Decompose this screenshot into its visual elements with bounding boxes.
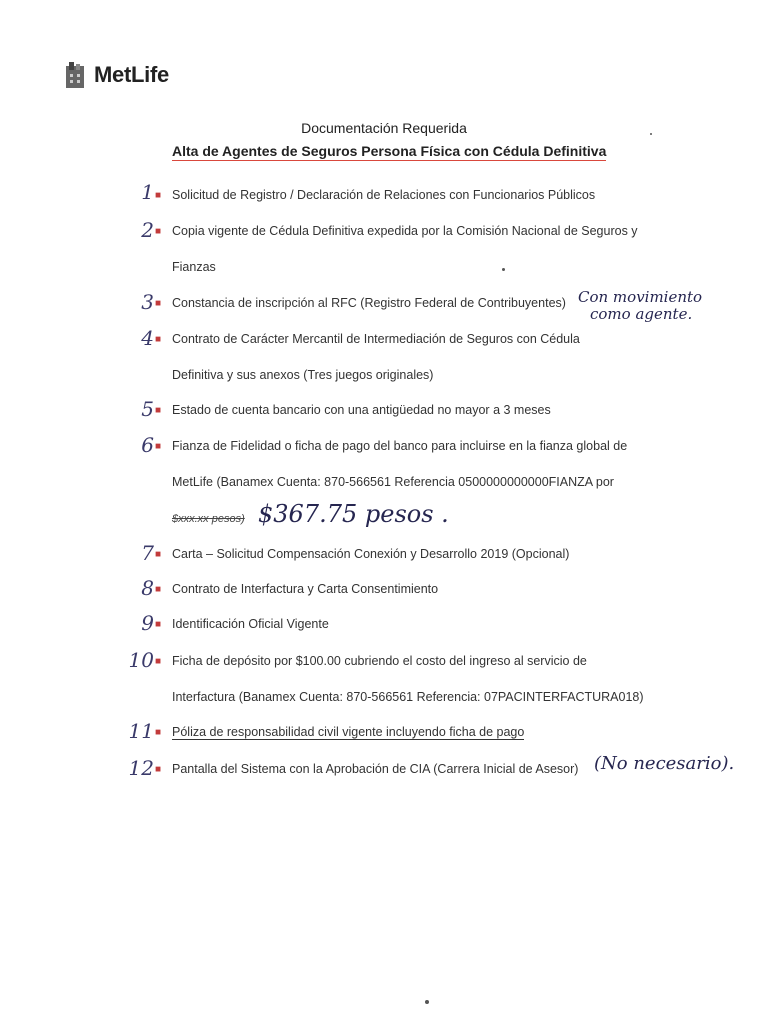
logo-text: MetLife <box>94 62 169 87</box>
list-item-continuation: Fianzas <box>172 260 216 274</box>
handwritten-number: 10 <box>128 648 154 672</box>
list-item-continuation: Interfactura (Banamex Cuenta: 870-566561 Referencia: 07PACINTERFACTURA018) <box>172 690 644 704</box>
handwritten-note: Con movimiento <box>578 288 703 306</box>
handwritten-amount: $367.75 pesos . <box>258 500 449 528</box>
handwritten-note: (No necesario). <box>594 753 735 774</box>
bullet-icon: ■ <box>155 656 162 667</box>
bullet-icon: ■ <box>155 405 162 416</box>
handwritten-number: 9 <box>141 611 154 635</box>
bullet-icon: ■ <box>155 584 162 595</box>
list-item: Fianza de Fidelidad o ficha de pago del banco para incluirse en la fianza global de <box>172 439 628 453</box>
bullet-icon: ■ <box>155 549 162 560</box>
scan-speck <box>502 268 505 271</box>
list-item: Copia vigente de Cédula Definitiva expedida por la Comisión Nacional de Seguros y <box>172 224 638 238</box>
handwritten-note: como agente. <box>590 305 693 323</box>
handwritten-number: 7 <box>141 541 154 565</box>
scan-speck <box>650 133 652 135</box>
bullet-icon: ■ <box>155 441 162 452</box>
bullet-icon: ■ <box>155 298 162 309</box>
handwritten-number: 6 <box>141 433 154 457</box>
bullet-icon: ■ <box>155 619 162 630</box>
handwritten-number: 1 <box>141 180 154 204</box>
list-item: Póliza de responsabilidad civil vigente incluyendo ficha de pago <box>172 725 525 739</box>
list-item-continuation: MetLife (Banamex Cuenta: 870-566561 Referencia 0500000000000FIANZA por <box>172 475 614 489</box>
list-item: Estado de cuenta bancario con una antigüedad no mayor a 3 meses <box>172 403 551 417</box>
scan-speck <box>425 1000 429 1004</box>
bullet-icon: ■ <box>155 190 162 201</box>
handwritten-number: 11 <box>128 719 154 743</box>
list-item: Constancia de inscripción al RFC (Registro Federal de Contribuyentes) <box>172 296 566 310</box>
bullet-icon: ■ <box>155 334 162 345</box>
list-item: Identificación Oficial Vigente <box>172 617 329 631</box>
handwritten-number: 3 <box>141 290 154 314</box>
metlife-logo <box>64 60 169 90</box>
bullet-icon: ■ <box>155 226 162 237</box>
metlife-logo-icon <box>64 60 86 90</box>
handwritten-number: 12 <box>128 756 154 780</box>
handwritten-number: 2 <box>141 218 154 242</box>
bullet-icon: ■ <box>155 764 162 775</box>
struck-amount: $xxx.xx pesos) <box>172 513 245 525</box>
list-item: Contrato de Carácter Mercantil de Intermediación de Seguros con Cédula <box>172 332 580 346</box>
list-item: Solicitud de Registro / Declaración de Relaciones con Funcionarios Públicos <box>172 188 596 202</box>
list-item: Pantalla del Sistema con la Aprobación de CIA (Carrera Inicial de Asesor) <box>172 762 579 776</box>
handwritten-number: 4 <box>141 326 154 350</box>
list-item-continuation: Definitiva y sus anexos (Tres juegos originales) <box>172 368 434 382</box>
page-subtitle: Alta de Agentes de Seguros Persona Física con Cédula Definitiva <box>172 143 607 159</box>
handwritten-number: 5 <box>141 397 154 421</box>
page-title: Documentación Requerida <box>301 120 467 136</box>
list-item: Ficha de depósito por $100.00 cubriendo el costo del ingreso al servicio de <box>172 654 587 668</box>
list-item: Carta – Solicitud Compensación Conexión y Desarrollo 2019 (Opcional) <box>172 547 570 561</box>
handwritten-number: 8 <box>141 576 154 600</box>
list-item: Contrato de Interfactura y Carta Consentimiento <box>172 582 439 596</box>
bullet-icon: ■ <box>155 727 162 738</box>
